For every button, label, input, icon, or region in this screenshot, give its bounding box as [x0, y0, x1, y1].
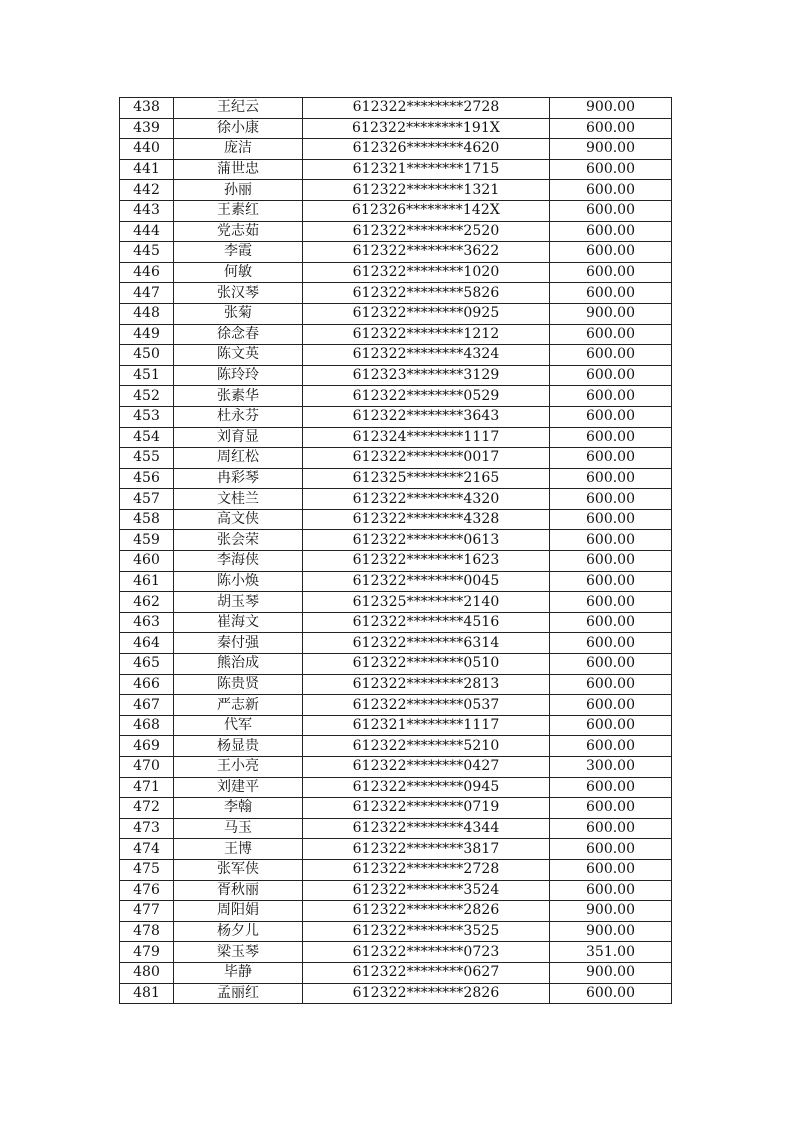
amount-cell: 600.00 — [550, 859, 672, 880]
row-number-cell: 459 — [120, 530, 174, 551]
table-row — [120, 200, 672, 221]
amount-cell: 600.00 — [550, 592, 672, 613]
name-cell: 秦付强 — [174, 633, 303, 654]
row-number-cell: 457 — [120, 489, 174, 510]
id-number-cell: 612322********5826 — [303, 283, 550, 304]
amount-cell: 600.00 — [550, 530, 672, 551]
row-number-cell: 469 — [120, 736, 174, 757]
table-row — [120, 489, 672, 510]
row-number-cell: 463 — [120, 612, 174, 633]
name-cell: 严志新 — [174, 695, 303, 716]
row-number-cell: 438 — [120, 98, 174, 119]
row-number-cell: 474 — [120, 839, 174, 860]
amount-cell: 600.00 — [550, 715, 672, 736]
name-cell: 张菊 — [174, 303, 303, 324]
row-number-cell: 441 — [120, 159, 174, 180]
amount-cell: 600.00 — [550, 468, 672, 489]
amount-cell: 900.00 — [550, 139, 672, 160]
row-number-cell: 440 — [120, 139, 174, 160]
table-row — [120, 468, 672, 489]
amount-cell: 600.00 — [550, 180, 672, 201]
table-row — [120, 715, 672, 736]
row-number-cell: 478 — [120, 921, 174, 942]
name-cell: 何敏 — [174, 262, 303, 283]
amount-cell: 600.00 — [550, 221, 672, 242]
row-number-cell: 456 — [120, 468, 174, 489]
amount-cell: 600.00 — [550, 509, 672, 530]
row-number-cell: 454 — [120, 427, 174, 448]
amount-cell: 600.00 — [550, 262, 672, 283]
table-row — [120, 777, 672, 798]
row-number-cell: 467 — [120, 695, 174, 716]
id-number-cell: 612322********4320 — [303, 489, 550, 510]
id-number-cell: 612322********4516 — [303, 612, 550, 633]
table-row — [120, 901, 672, 922]
id-number-cell: 612322********2826 — [303, 983, 550, 1004]
amount-cell: 900.00 — [550, 303, 672, 324]
row-number-cell: 468 — [120, 715, 174, 736]
row-number-cell: 475 — [120, 859, 174, 880]
table-row — [120, 118, 672, 139]
id-number-cell: 612322********0719 — [303, 798, 550, 819]
id-number-cell: 612322********1020 — [303, 262, 550, 283]
row-number-cell: 450 — [120, 345, 174, 366]
name-cell: 李海侠 — [174, 551, 303, 572]
name-cell: 王素红 — [174, 200, 303, 221]
row-number-cell: 453 — [120, 406, 174, 427]
table-row — [120, 406, 672, 427]
amount-cell: 600.00 — [550, 798, 672, 819]
row-number-cell: 470 — [120, 757, 174, 778]
row-number-cell: 481 — [120, 983, 174, 1004]
name-cell: 冉彩琴 — [174, 468, 303, 489]
id-number-cell: 612326********4620 — [303, 139, 550, 160]
row-number-cell: 480 — [120, 962, 174, 983]
amount-cell: 600.00 — [550, 571, 672, 592]
table-row — [120, 592, 672, 613]
row-number-cell: 449 — [120, 324, 174, 345]
id-number-cell: 612323********3129 — [303, 365, 550, 386]
id-number-cell: 612322********2728 — [303, 859, 550, 880]
name-cell: 李翰 — [174, 798, 303, 819]
name-cell: 王小亮 — [174, 757, 303, 778]
name-cell: 徐念春 — [174, 324, 303, 345]
amount-cell: 600.00 — [550, 695, 672, 716]
name-cell: 梁玉琴 — [174, 942, 303, 963]
name-cell: 庞洁 — [174, 139, 303, 160]
table-row — [120, 98, 672, 119]
amount-cell: 600.00 — [550, 777, 672, 798]
name-cell: 张会荣 — [174, 530, 303, 551]
amount-cell: 600.00 — [550, 633, 672, 654]
name-cell: 陈小焕 — [174, 571, 303, 592]
name-cell: 马玉 — [174, 818, 303, 839]
table-row — [120, 736, 672, 757]
amount-cell: 351.00 — [550, 942, 672, 963]
table-row — [120, 859, 672, 880]
name-cell: 党志茹 — [174, 221, 303, 242]
name-cell: 王博 — [174, 839, 303, 860]
id-number-cell: 612322********0723 — [303, 942, 550, 963]
id-number-cell: 612321********1117 — [303, 715, 550, 736]
row-number-cell: 444 — [120, 221, 174, 242]
amount-cell: 600.00 — [550, 118, 672, 139]
amount-cell: 600.00 — [550, 406, 672, 427]
amount-cell: 600.00 — [550, 489, 672, 510]
id-number-cell: 612324********1117 — [303, 427, 550, 448]
name-cell: 陈文英 — [174, 345, 303, 366]
id-number-cell: 612322********0529 — [303, 386, 550, 407]
name-cell: 杜永芬 — [174, 406, 303, 427]
id-number-cell: 612322********1212 — [303, 324, 550, 345]
table-row — [120, 386, 672, 407]
id-number-cell: 612322********4344 — [303, 818, 550, 839]
amount-cell: 300.00 — [550, 757, 672, 778]
row-number-cell: 464 — [120, 633, 174, 654]
id-number-cell: 612322********0925 — [303, 303, 550, 324]
name-cell: 杨夕儿 — [174, 921, 303, 942]
id-number-cell: 612322********2826 — [303, 901, 550, 922]
table-row — [120, 962, 672, 983]
row-number-cell: 472 — [120, 798, 174, 819]
row-number-cell: 447 — [120, 283, 174, 304]
row-number-cell: 476 — [120, 880, 174, 901]
row-number-cell: 473 — [120, 818, 174, 839]
table-row — [120, 612, 672, 633]
table-row — [120, 242, 672, 263]
id-number-cell: 612326********142X — [303, 200, 550, 221]
table-row — [120, 942, 672, 963]
id-number-cell: 612322********3524 — [303, 880, 550, 901]
amount-cell: 600.00 — [550, 242, 672, 263]
table-row — [120, 695, 672, 716]
name-cell: 李霞 — [174, 242, 303, 263]
table-row — [120, 757, 672, 778]
table-row — [120, 365, 672, 386]
table-row — [120, 303, 672, 324]
row-number-cell: 445 — [120, 242, 174, 263]
id-number-cell: 612322********0613 — [303, 530, 550, 551]
amount-cell: 600.00 — [550, 674, 672, 695]
row-number-cell: 448 — [120, 303, 174, 324]
table-row — [120, 798, 672, 819]
name-cell: 周阳娟 — [174, 901, 303, 922]
name-cell: 胡玉琴 — [174, 592, 303, 613]
table-row — [120, 818, 672, 839]
subsidy-roster-table — [119, 97, 672, 1004]
table-row — [120, 139, 672, 160]
name-cell: 毕静 — [174, 962, 303, 983]
name-cell: 熊治成 — [174, 654, 303, 675]
row-number-cell: 446 — [120, 262, 174, 283]
name-cell: 王纪云 — [174, 98, 303, 119]
name-cell: 刘育显 — [174, 427, 303, 448]
amount-cell: 600.00 — [550, 448, 672, 469]
table-row — [120, 654, 672, 675]
amount-cell: 600.00 — [550, 551, 672, 572]
id-number-cell: 612322********191X — [303, 118, 550, 139]
name-cell: 周红松 — [174, 448, 303, 469]
row-number-cell: 471 — [120, 777, 174, 798]
row-number-cell: 466 — [120, 674, 174, 695]
name-cell: 孟丽红 — [174, 983, 303, 1004]
name-cell: 徐小康 — [174, 118, 303, 139]
id-number-cell: 612322********0627 — [303, 962, 550, 983]
amount-cell: 600.00 — [550, 983, 672, 1004]
id-number-cell: 612322********2520 — [303, 221, 550, 242]
table-row — [120, 571, 672, 592]
table-row — [120, 180, 672, 201]
row-number-cell: 479 — [120, 942, 174, 963]
amount-cell: 900.00 — [550, 962, 672, 983]
row-number-cell: 451 — [120, 365, 174, 386]
amount-cell: 600.00 — [550, 159, 672, 180]
name-cell: 文桂兰 — [174, 489, 303, 510]
row-number-cell: 455 — [120, 448, 174, 469]
table-row — [120, 633, 672, 654]
amount-cell: 600.00 — [550, 324, 672, 345]
table-row — [120, 345, 672, 366]
amount-cell: 600.00 — [550, 386, 672, 407]
table-row — [120, 674, 672, 695]
id-number-cell: 612325********2140 — [303, 592, 550, 613]
name-cell: 高文侠 — [174, 509, 303, 530]
row-number-cell: 443 — [120, 200, 174, 221]
id-number-cell: 612322********6314 — [303, 633, 550, 654]
table-row — [120, 530, 672, 551]
amount-cell: 600.00 — [550, 283, 672, 304]
name-cell: 张军侠 — [174, 859, 303, 880]
name-cell: 陈贵贤 — [174, 674, 303, 695]
row-number-cell: 461 — [120, 571, 174, 592]
table-row — [120, 983, 672, 1004]
amount-cell: 900.00 — [550, 921, 672, 942]
name-cell: 代军 — [174, 715, 303, 736]
id-number-cell: 612322********1321 — [303, 180, 550, 201]
row-number-cell: 458 — [120, 509, 174, 530]
amount-cell: 600.00 — [550, 839, 672, 860]
table-row — [120, 921, 672, 942]
table-row — [120, 221, 672, 242]
row-number-cell: 465 — [120, 654, 174, 675]
table-row — [120, 551, 672, 572]
table-row — [120, 159, 672, 180]
id-number-cell: 612321********1715 — [303, 159, 550, 180]
table-row — [120, 427, 672, 448]
row-number-cell: 460 — [120, 551, 174, 572]
amount-cell: 600.00 — [550, 200, 672, 221]
id-number-cell: 612322********0537 — [303, 695, 550, 716]
amount-cell: 600.00 — [550, 654, 672, 675]
id-number-cell: 612322********2813 — [303, 674, 550, 695]
row-number-cell: 452 — [120, 386, 174, 407]
name-cell: 张汉琴 — [174, 283, 303, 304]
id-number-cell: 612322********1623 — [303, 551, 550, 572]
id-number-cell: 612322********3525 — [303, 921, 550, 942]
id-number-cell: 612322********0427 — [303, 757, 550, 778]
name-cell: 崔海文 — [174, 612, 303, 633]
id-number-cell: 612322********3817 — [303, 839, 550, 860]
amount-cell: 900.00 — [550, 98, 672, 119]
table-body — [120, 98, 672, 1004]
table-row — [120, 324, 672, 345]
name-cell: 陈玲玲 — [174, 365, 303, 386]
id-number-cell: 612325********2165 — [303, 468, 550, 489]
id-number-cell: 612322********0017 — [303, 448, 550, 469]
name-cell: 胥秋丽 — [174, 880, 303, 901]
id-number-cell: 612322********3622 — [303, 242, 550, 263]
row-number-cell: 442 — [120, 180, 174, 201]
id-number-cell: 612322********0510 — [303, 654, 550, 675]
table-row — [120, 283, 672, 304]
amount-cell: 600.00 — [550, 345, 672, 366]
amount-cell: 900.00 — [550, 901, 672, 922]
table-row — [120, 880, 672, 901]
row-number-cell: 477 — [120, 901, 174, 922]
id-number-cell: 612322********0045 — [303, 571, 550, 592]
row-number-cell: 439 — [120, 118, 174, 139]
id-number-cell: 612322********4324 — [303, 345, 550, 366]
name-cell: 刘建平 — [174, 777, 303, 798]
name-cell: 杨显贵 — [174, 736, 303, 757]
amount-cell: 600.00 — [550, 365, 672, 386]
name-cell: 蒲世忠 — [174, 159, 303, 180]
amount-cell: 600.00 — [550, 736, 672, 757]
id-number-cell: 612322********4328 — [303, 509, 550, 530]
table-row — [120, 839, 672, 860]
id-number-cell: 612322********0945 — [303, 777, 550, 798]
row-number-cell: 462 — [120, 592, 174, 613]
amount-cell: 600.00 — [550, 818, 672, 839]
table-row — [120, 262, 672, 283]
table-row — [120, 448, 672, 469]
table-row — [120, 509, 672, 530]
name-cell: 张素华 — [174, 386, 303, 407]
amount-cell: 600.00 — [550, 880, 672, 901]
amount-cell: 600.00 — [550, 612, 672, 633]
name-cell: 孙丽 — [174, 180, 303, 201]
id-number-cell: 612322********5210 — [303, 736, 550, 757]
id-number-cell: 612322********2728 — [303, 98, 550, 119]
amount-cell: 600.00 — [550, 427, 672, 448]
id-number-cell: 612322********3643 — [303, 406, 550, 427]
